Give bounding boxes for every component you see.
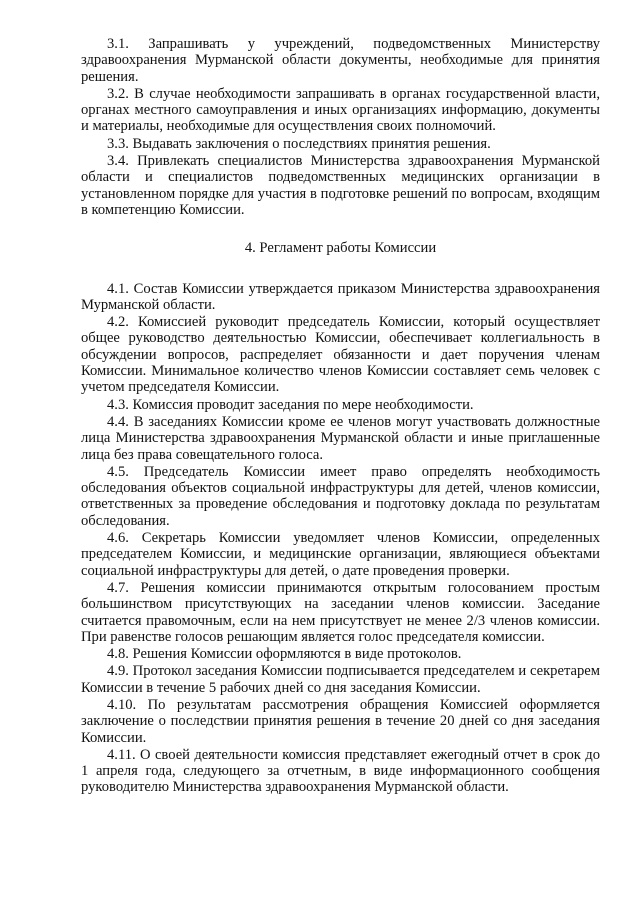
paragraph-3-1: 3.1. Запрашивать у учреждений, подведомственных Министерству здравоохранения Мурманской области документы, необходимые для принятия решения. [81, 36, 600, 85]
paragraph-4-7: 4.7. Решения комиссии принимаются открытым голосованием простым большинством присутствующих на заседании членов комиссии. Заседание считается правомочным, если на нем присутствует не менее 2/3 членов комиссии. При равенстве голосов решающим является голос председателя комиссии. [81, 579, 600, 645]
paragraph-3-3: 3.3. Выдавать заключения о последствиях принятия решения. [107, 135, 491, 152]
paragraph-4-4: 4.4. В заседаниях Комиссии кроме ее членов могут участвовать должностные лица Министерства здравоохранения Мурманской области и иные приглашенные лица без права совещательного голоса. [81, 413, 600, 463]
paragraph-4-1: 4.1. Состав Комиссии утверждается приказом Министерства здравоохранения Мурманской области. [81, 280, 600, 313]
paragraph-4-9: 4.9. Протокол заседания Комиссии подписывается председателем и секретарем Комиссии в течение 5 рабочих дней со дня заседания Комиссии. [81, 663, 600, 696]
paragraph-3-4: 3.4. Привлекать специалистов Министерства здравоохранения Мурманской области и специалистов подведомственных медицинских организации в установленном порядке для участия в подготовке решений по вопросам, входящим в компетенцию Комиссии. [81, 153, 600, 218]
paragraph-4-2: 4.2. Комиссией руководит председатель Комиссии, который осуществляет общее руководство деятельностью Комиссии, обеспечивает коллегиальность в обсуждении вопросов, распределяет обязанности и дает поручения членам Комиссии. Минимальное количество членов Комиссии составляет семь человек с учетом председателя Комиссии. [81, 314, 600, 396]
paragraph-4-8: 4.8. Решения Комиссии оформляются в виде протоколов. [107, 646, 462, 663]
paragraph-3-2: 3.2. В случае необходимости запрашивать в органах государственной власти, органах местного самоуправления и иных организациях информацию, документы и материалы, необходимые для осуществления своих полномочий. [81, 85, 600, 135]
paragraph-4-11: 4.11. О своей деятельности комиссия представляет ежегодный отчет в срок до 1 апреля года, следующего за отчетным, в виде информационного сообщения руководителю Министерства здравоохранения Мурманской области. [81, 746, 600, 796]
paragraph-4-10: 4.10. По результатам рассмотрения обращения Комиссией оформляется заключение о последствии принятия решения в течение 20 дней со дня заседания Комиссии. [81, 696, 600, 746]
paragraph-4-6: 4.6. Секретарь Комиссии уведомляет членов Комиссии, определенных председателем Комиссии, и медицинские организации, являющиеся объектами социальной инфраструктуры для детей, о дате проведения проверки. [81, 530, 600, 579]
paragraph-4-5: 4.5. Председатель Комиссии имеет право определять необходимость обследования объектов социальной инфраструктуры для детей, членов комиссии, ответственных за проведение обследования и подготовку доклада по результатам обследования. [81, 463, 600, 529]
paragraph-4-3: 4.3. Комиссия проводит заседания по мере необходимости. [107, 396, 474, 413]
section-heading: 4. Регламент работы Комиссии [244, 240, 437, 257]
